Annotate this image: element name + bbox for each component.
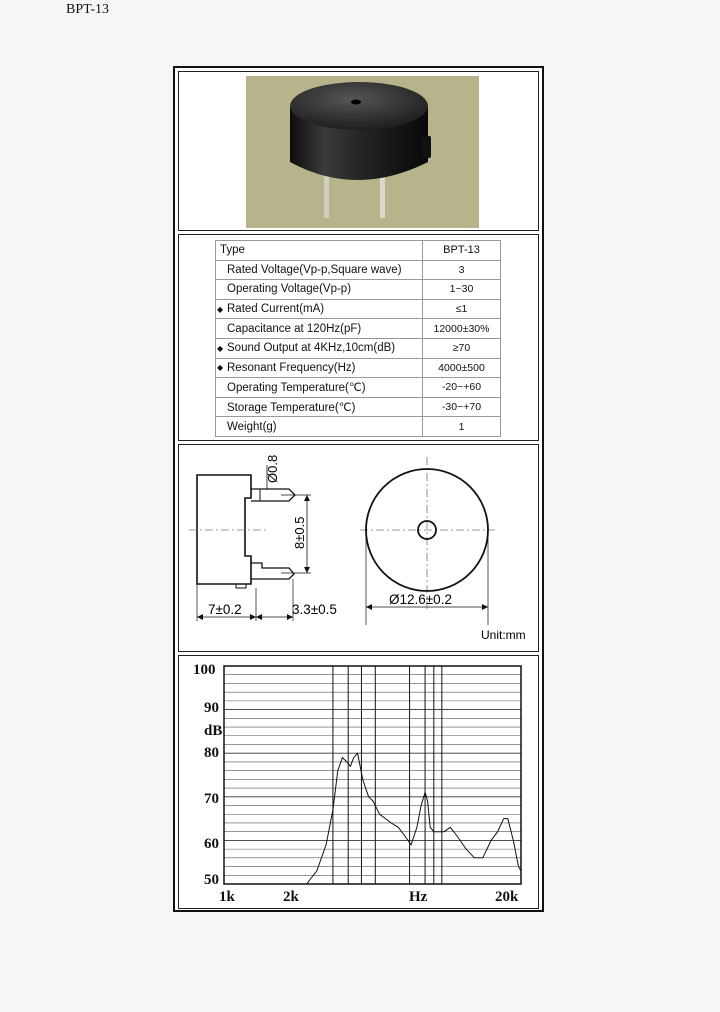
table-row — [216, 397, 501, 417]
x-tick-2k: 2k — [283, 889, 299, 905]
sound-hole — [351, 100, 361, 105]
dimension-drawing — [179, 445, 538, 651]
value-cell: -20~+60 — [423, 378, 501, 398]
frequency-response-chart — [179, 656, 538, 908]
param-label: Capacitance at 120Hz(pF) — [227, 322, 362, 335]
param-cell — [216, 417, 423, 437]
param-label: Resonant Frequency(Hz) — [227, 361, 356, 374]
row-marker: ◆ — [217, 304, 224, 314]
row-marker: ◆ — [217, 363, 224, 373]
param-cell — [216, 358, 423, 378]
param-label: Operating Temperature(℃) — [227, 382, 366, 395]
spec-panel — [178, 234, 539, 441]
table-row — [216, 260, 501, 280]
value-cell: ≤1 — [423, 299, 501, 319]
param-cell — [216, 260, 423, 280]
y-tick-70: 70 — [204, 791, 219, 807]
pin-spacing-label: 8±0.5 — [292, 516, 307, 549]
header-value: BPT-13 — [423, 241, 501, 261]
spec-table — [215, 240, 501, 437]
buzzer-pin-left — [324, 172, 329, 218]
param-cell — [216, 338, 423, 358]
side-view-body — [197, 475, 251, 584]
pin-length-label: 3.3±0.5 — [292, 602, 337, 617]
param-label: Sound Output at 4KHz,10cm(dB) — [227, 342, 396, 355]
table-row — [216, 338, 501, 358]
x-tick-20k: 20k — [495, 889, 519, 905]
body-height-label: 7±0.2 — [208, 602, 242, 617]
value-cell: 12000±30% — [423, 319, 501, 339]
value-cell: -30~+70 — [423, 397, 501, 417]
param-cell — [216, 378, 423, 398]
value-cell: 4000±500 — [423, 358, 501, 378]
y-tick-60: 60 — [204, 836, 219, 852]
param-cell — [216, 280, 423, 300]
x-tick-1k: 1k — [219, 889, 235, 905]
buzzer-photo — [246, 76, 479, 228]
pin-diameter-label: Ø0.8 — [265, 454, 280, 483]
table-row — [216, 417, 501, 437]
value-cell: 3 — [423, 260, 501, 280]
param-label: Operating Voltage(Vp-p) — [227, 283, 352, 296]
y-axis-label: dB — [204, 723, 223, 739]
chart-panel — [178, 655, 539, 909]
value-cell: 1~30 — [423, 280, 501, 300]
body-diameter-label: Ø12.6±0.2 — [389, 592, 452, 607]
param-cell — [216, 319, 423, 339]
y-tick-90: 90 — [204, 700, 219, 716]
datasheet-frame — [173, 66, 544, 912]
header-param — [216, 241, 423, 261]
y-tick-100: 100 — [193, 662, 216, 678]
table-header-row — [216, 241, 501, 261]
x-tick-hz: Hz — [409, 889, 428, 905]
dimension-panel — [178, 444, 539, 652]
unit-label: Unit:mm — [481, 628, 526, 642]
param-label: Rated Voltage(Vp-p,Square wave) — [227, 263, 402, 276]
header-param-text: Type — [220, 244, 245, 257]
table-row — [216, 319, 501, 339]
plot-area — [224, 666, 521, 884]
pin-lower — [251, 563, 294, 579]
param-cell — [216, 299, 423, 319]
param-label: Storage Temperature(℃) — [227, 402, 356, 415]
table-row — [216, 378, 501, 398]
value-cell: 1 — [423, 417, 501, 437]
document-title: BPT-13 — [66, 2, 110, 17]
param-label: Rated Current(mA) — [227, 303, 325, 316]
y-tick-80: 80 — [204, 745, 219, 761]
y-tick-50: 50 — [204, 872, 219, 888]
table-row — [216, 280, 501, 300]
param-cell — [216, 397, 423, 417]
response-curve — [307, 753, 521, 884]
param-label: Weight(g) — [227, 420, 277, 433]
row-marker: ◆ — [217, 343, 224, 353]
buzzer-pin-right — [380, 172, 385, 218]
table-row — [216, 299, 501, 319]
value-cell: ≥70 — [423, 338, 501, 358]
product-photo-panel — [178, 71, 539, 231]
table-row — [216, 358, 501, 378]
